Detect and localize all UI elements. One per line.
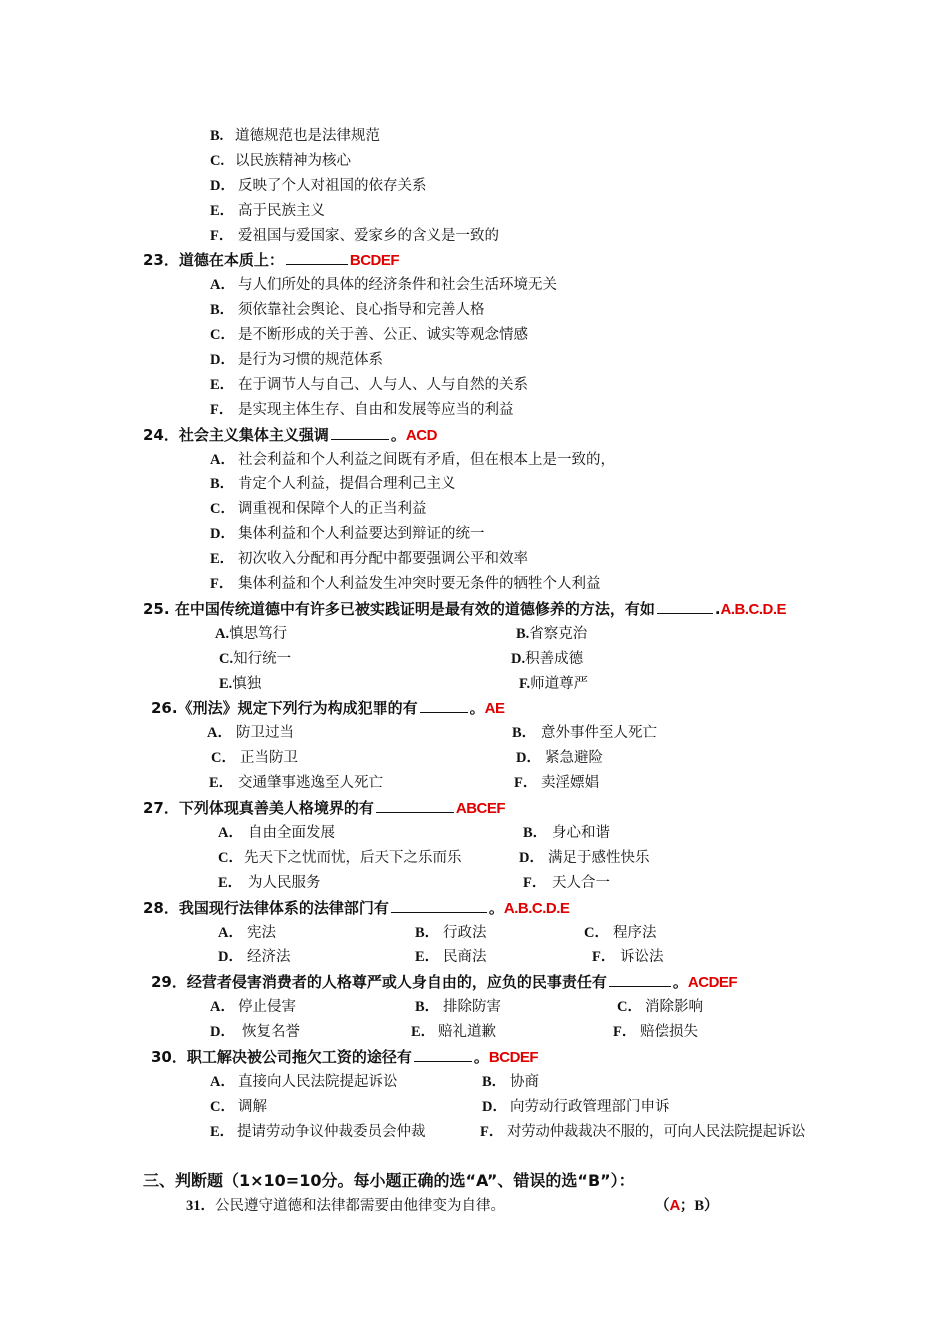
option-row — [0, 547, 950, 572]
question-stem: 在中国传统道德中有许多已被实践证明是最有效的道德修养的方法，有如 — [174, 599, 655, 618]
option-row — [0, 298, 950, 323]
option-row — [0, 746, 950, 771]
option-row — [0, 1020, 950, 1045]
option-letter: F． — [210, 401, 234, 418]
option-letter: E． — [210, 1123, 235, 1140]
answer-blank — [391, 896, 487, 913]
option-row — [0, 721, 950, 746]
option-letter: B． — [512, 725, 537, 742]
question-27 — [0, 796, 950, 821]
option-row — [0, 522, 950, 547]
option-text: 停止侵害 — [238, 999, 296, 1016]
paren-open: （ — [655, 1197, 670, 1215]
question-number: 23． — [143, 251, 179, 270]
option-letter: B． — [210, 476, 235, 493]
option-text: 满足于感性快乐 — [548, 849, 650, 866]
option-row — [0, 846, 950, 871]
option-letter: F． — [210, 227, 234, 244]
option-letter: E． — [210, 376, 235, 393]
option-row — [0, 1120, 950, 1145]
option-letter: D． — [516, 750, 541, 767]
option-letter: D. — [511, 650, 526, 667]
question-number: 24． — [143, 425, 179, 444]
question-24 — [0, 423, 950, 448]
option-text: 与人们所处的具体的经济条件和社会生活环境无关 — [238, 277, 557, 294]
option-text: 调解 — [238, 1098, 267, 1115]
question-stem: 公民遵守道德和法律都需要由他律变为自律。 — [215, 1198, 505, 1215]
option-text: 先天下之忧而忧，后天下之乐而乐 — [244, 849, 462, 866]
option-row — [0, 497, 950, 522]
answer-key: BCDEF — [349, 252, 400, 270]
option-text: 直接向人民法院提起诉讼 — [238, 1073, 398, 1090]
answer-blank — [420, 696, 468, 713]
option-row — [0, 995, 950, 1020]
option-row — [0, 398, 950, 423]
punctuation: 。 — [488, 898, 504, 917]
option-letter: A． — [210, 451, 235, 468]
question-number: 31． — [186, 1198, 215, 1215]
option-text: 消除影响 — [645, 999, 703, 1016]
question-number: 29． — [151, 973, 187, 992]
option-text: 恢复名誉 — [242, 1024, 300, 1041]
question-30 — [0, 1045, 950, 1070]
option-row — [0, 821, 950, 846]
option-letter: A． — [210, 277, 235, 294]
option-letter: F． — [480, 1123, 504, 1140]
option-letter: B． — [415, 924, 440, 941]
option-text: 积善成德 — [525, 650, 584, 667]
option-text: 在于调节人与自己、人与人、人与自然的关系 — [238, 376, 528, 393]
question-stem: 下列体现真善美人格境界的有 — [178, 799, 374, 818]
question-stem: 《刑法》规定下列行为构成犯罪的有 — [177, 699, 418, 718]
option-text: 交通肇事逃逸至人死亡 — [238, 775, 383, 792]
choice-b: B） — [694, 1198, 719, 1215]
punctuation: 。 — [672, 973, 688, 992]
option-row — [0, 124, 950, 149]
option-row — [0, 323, 950, 348]
option-letter: B. — [516, 625, 530, 642]
question-28 — [0, 896, 950, 921]
option-letter: F． — [613, 1024, 637, 1041]
option-letter: E． — [210, 551, 235, 568]
option-row — [0, 373, 950, 398]
option-letter: E． — [411, 1024, 436, 1041]
answer-key: AE — [484, 700, 505, 718]
question-number: 30． — [151, 1047, 187, 1066]
answer-blank — [657, 597, 713, 614]
option-text: 天人合一 — [552, 874, 610, 891]
answer-key: ACD — [405, 426, 437, 444]
question-stem: 职工解决被公司拖欠工资的途径有 — [186, 1047, 412, 1066]
answer-key: ABCEF — [455, 800, 506, 818]
option-text: 是行为习惯的规范体系 — [238, 352, 383, 369]
option-letter: D． — [210, 526, 235, 543]
option-letter: F． — [514, 775, 538, 792]
question-number: 27． — [143, 799, 179, 818]
option-text: 反映了个人对祖国的依存关系 — [238, 177, 427, 194]
question-number: 26. — [151, 699, 178, 718]
option-text: 宪法 — [247, 924, 276, 941]
option-text: 防卫过当 — [236, 725, 294, 742]
option-letter: E． — [209, 775, 234, 792]
option-letter: A． — [218, 924, 243, 941]
option-row — [0, 771, 950, 796]
option-letter: E． — [210, 202, 235, 219]
option-row — [0, 224, 950, 249]
option-row — [0, 199, 950, 224]
option-text: 提请劳动争议仲裁委员会仲裁 — [237, 1123, 426, 1140]
option-text: 卖淫嫖娼 — [541, 775, 599, 792]
exam-document — [0, 124, 950, 1219]
option-text: 行政法 — [443, 924, 487, 941]
answer-blank — [414, 1045, 472, 1062]
answer-key: A.B.C.D.E — [720, 600, 787, 618]
option-text: 为人民服务 — [248, 874, 321, 891]
option-text: 正当防卫 — [240, 750, 298, 767]
answer-choices — [655, 1194, 719, 1219]
option-text: 初次收入分配和再分配中都要强调公平和效率 — [238, 551, 528, 568]
option-text: 是不断形成的关于善、公正、诚实等观念情感 — [238, 327, 528, 344]
option-letter: E． — [415, 949, 440, 966]
option-letter: B． — [482, 1073, 507, 1090]
option-text: 紧急避险 — [545, 750, 603, 767]
option-letter: C． — [210, 501, 235, 518]
answer-key: BCDEF — [488, 1048, 539, 1066]
punctuation: 。 — [473, 1047, 489, 1066]
option-letter: C. — [210, 152, 225, 169]
option-letter: F． — [592, 949, 616, 966]
option-text: 赔礼道歉 — [438, 1024, 496, 1041]
option-text: 赔偿损失 — [640, 1024, 698, 1041]
option-letter: D． — [210, 177, 235, 194]
option-letter: A． — [210, 1073, 235, 1090]
option-text: 道德规范也是法律规范 — [235, 128, 380, 144]
option-text: 向劳动行政管理部门申诉 — [510, 1098, 670, 1115]
answer-key: ACDEF — [687, 974, 738, 992]
answer-blank — [286, 248, 348, 265]
option-row — [0, 448, 950, 473]
option-text: 协商 — [510, 1073, 539, 1090]
option-row — [0, 672, 950, 697]
option-text: 经济法 — [247, 949, 291, 966]
option-text: 意外事件至人死亡 — [541, 725, 657, 742]
option-text: 省察克治 — [529, 625, 588, 642]
option-letter: A． — [210, 999, 235, 1016]
option-text: 肯定个人利益，提倡合理利己主义 — [238, 476, 456, 493]
section-heading — [0, 1169, 950, 1194]
option-text: 是实现主体生存、自由和发展等应当的利益 — [238, 401, 514, 418]
section-title: 三、判断题（1×10=10分。每小题正确的选“A”、错误的选“B”）： — [143, 1171, 635, 1191]
punctuation: . — [714, 599, 721, 618]
option-text: 排除防害 — [443, 999, 501, 1016]
option-row — [0, 1095, 950, 1120]
question-stem: 经营者侵害消费者的人格尊严或人身自由的，应负的民事责任有 — [186, 973, 607, 992]
option-row — [0, 1070, 950, 1095]
option-row — [0, 921, 950, 946]
option-letter: E． — [218, 874, 243, 891]
question-29 — [0, 970, 950, 995]
option-text: 对劳动仲裁裁决不服的，可向人民法院提起诉讼 — [507, 1123, 806, 1140]
option-letter: C． — [218, 849, 243, 866]
option-text: 爱祖国与爱国家、爱家乡的含义是一致的 — [238, 227, 499, 244]
option-text: 诉讼法 — [620, 949, 664, 966]
option-letter: A. — [215, 625, 230, 642]
option-letter: A． — [207, 725, 232, 742]
punctuation: 。 — [469, 699, 485, 718]
option-text: 师道尊严 — [530, 675, 589, 692]
question-stem: 道德在本质上： — [178, 251, 284, 270]
option-text: 集体利益和个人利益发生冲突时要无条件的牺牲个人利益 — [238, 576, 601, 593]
option-letter: B． — [210, 302, 235, 319]
option-letter: B. — [210, 128, 224, 144]
option-text: 慎独 — [232, 675, 262, 692]
option-text: 以民族精神为核心 — [235, 152, 351, 169]
option-row — [0, 622, 950, 647]
option-letter: C. — [219, 650, 234, 667]
option-letter: C． — [211, 750, 236, 767]
option-text: 民商法 — [443, 949, 487, 966]
answer-key: A — [669, 1197, 680, 1215]
option-row — [0, 647, 950, 672]
answer-key: A.B.C.D.E — [503, 899, 570, 917]
spacer — [0, 1145, 950, 1170]
option-text: 身心和谐 — [552, 824, 610, 841]
option-letter: D． — [482, 1098, 507, 1115]
option-text: 调重视和保障个人的正当利益 — [238, 501, 427, 518]
question-31 — [0, 1194, 950, 1219]
option-row — [0, 572, 950, 597]
option-letter: B． — [415, 999, 440, 1016]
option-letter: F． — [523, 874, 547, 891]
option-row — [0, 174, 950, 199]
answer-blank — [376, 796, 454, 813]
answer-blank — [609, 970, 671, 987]
option-letter: C． — [584, 924, 609, 941]
option-row — [0, 472, 950, 497]
option-row — [0, 149, 950, 174]
option-row — [0, 348, 950, 373]
option-letter: D． — [218, 949, 243, 966]
option-text: 须依靠社会舆论、良心指导和完善人格 — [238, 302, 485, 319]
option-row — [0, 945, 950, 970]
option-row — [0, 273, 950, 298]
option-letter: E. — [219, 675, 233, 692]
option-letter: A． — [218, 824, 243, 841]
option-letter: B． — [523, 824, 548, 841]
question-stem: 我国现行法律体系的法律部门有 — [178, 898, 389, 917]
option-text: 集体利益和个人利益要达到辩证的统一 — [238, 526, 485, 543]
option-letter: C． — [210, 1098, 235, 1115]
question-25 — [0, 597, 950, 622]
option-letter: D． — [210, 352, 235, 369]
option-text: 高于民族主义 — [238, 202, 325, 219]
option-letter: F. — [519, 675, 531, 692]
option-row — [0, 871, 950, 896]
option-letter: F． — [210, 576, 234, 593]
option-letter: C． — [617, 999, 642, 1016]
option-text: 知行统一 — [233, 650, 292, 667]
question-number: 25. — [143, 599, 170, 618]
question-26 — [0, 696, 950, 721]
option-text: 慎思笃行 — [229, 625, 288, 642]
question-stem: 社会主义集体主义强调 — [178, 425, 329, 444]
option-text: 程序法 — [613, 924, 657, 941]
question-number: 28． — [143, 898, 179, 917]
answer-blank — [331, 423, 389, 440]
option-letter: C． — [210, 327, 235, 344]
option-text: 社会利益和个人利益之间既有矛盾，但在根本上是一致的， — [238, 451, 615, 468]
option-letter: D． — [210, 1024, 235, 1041]
separator: ； — [679, 1197, 695, 1215]
option-letter: D． — [519, 849, 544, 866]
question-23 — [0, 248, 950, 273]
punctuation: 。 — [390, 425, 406, 444]
option-text: 自由全面发展 — [248, 824, 335, 841]
